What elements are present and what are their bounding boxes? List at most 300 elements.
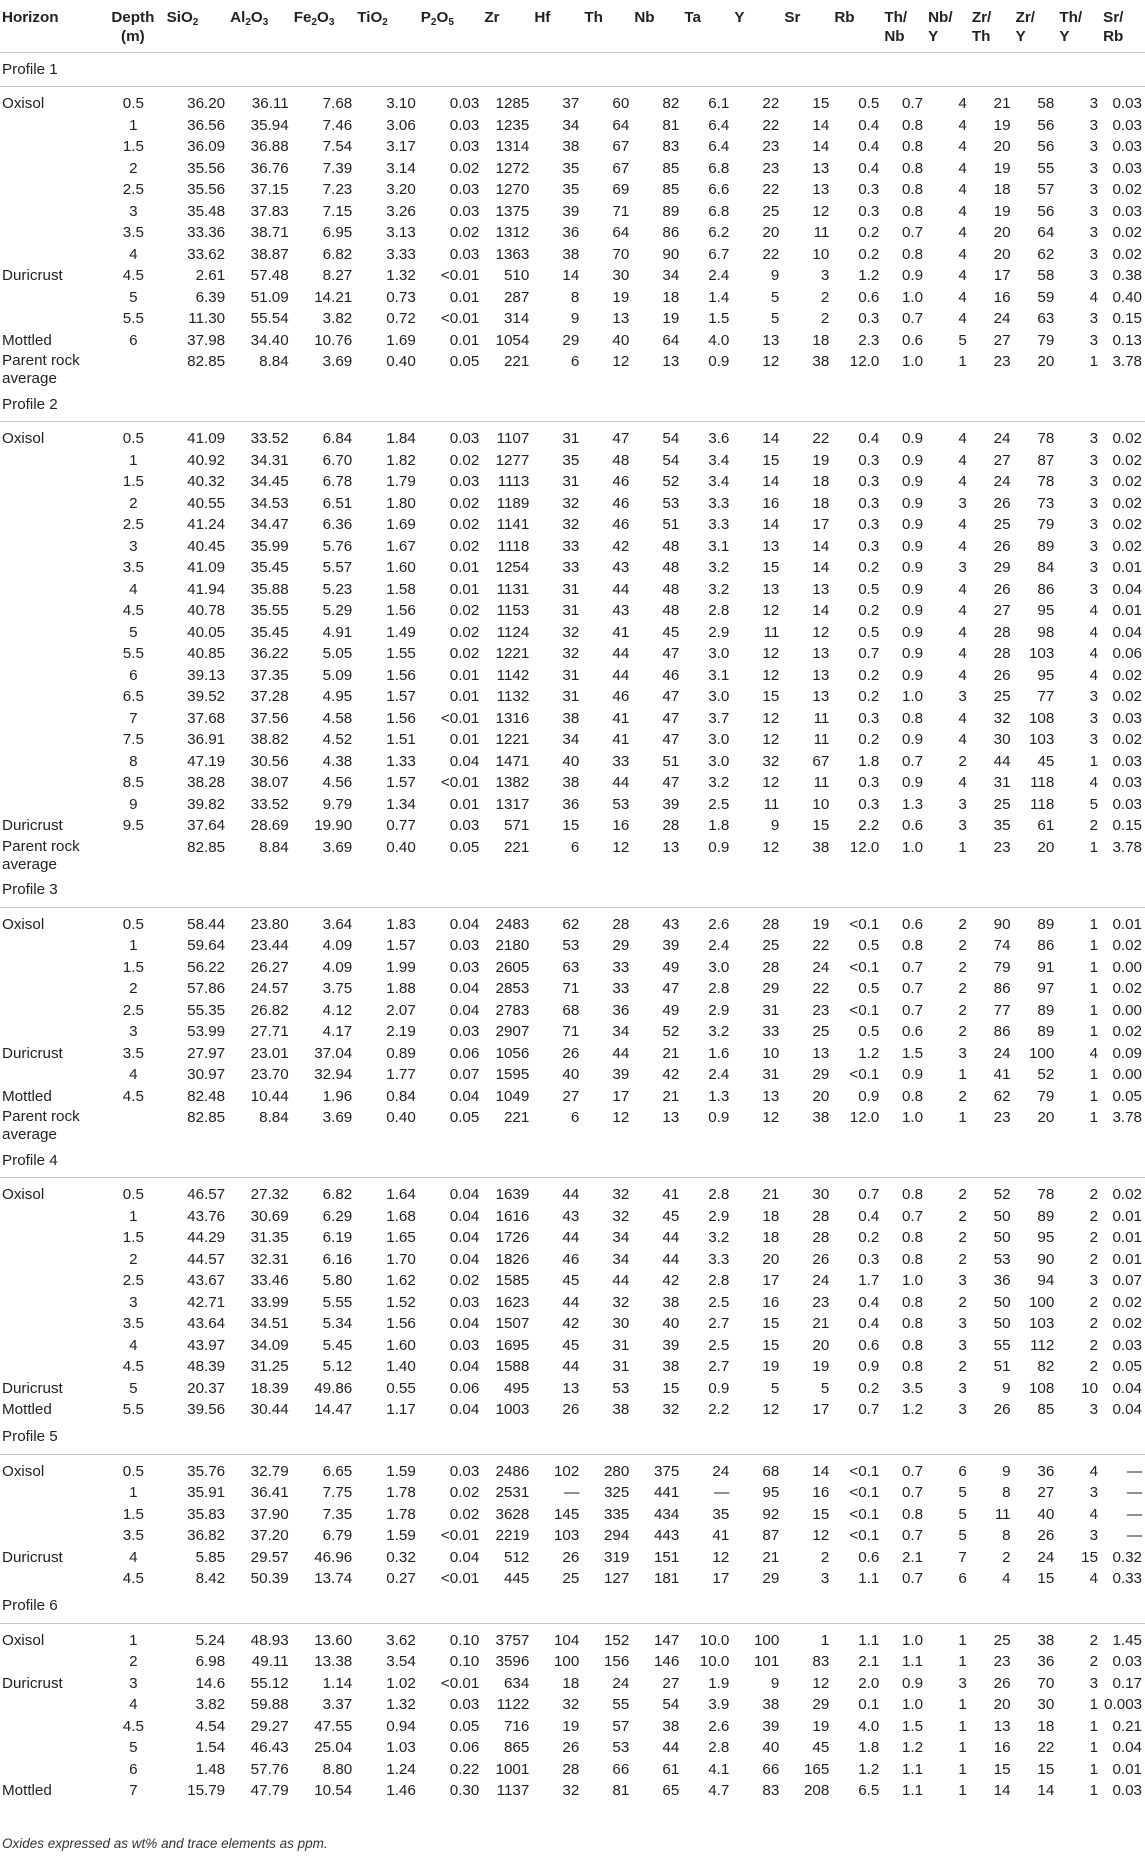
value-cell: 0.02	[1112, 516, 1142, 533]
value-cell: 2	[958, 1087, 967, 1105]
value-cell: 36.76	[250, 159, 289, 177]
value-cell: 3	[1089, 224, 1099, 241]
value-cell: 2.7	[708, 1358, 730, 1375]
value-cell: 1.67	[386, 537, 416, 555]
value-cell: 0.3	[858, 516, 880, 533]
value-cell: 1.24	[386, 1760, 416, 1778]
value-cell: 0.2	[858, 245, 880, 263]
column-header-17	[970, 0, 1014, 53]
value-cell: <0.1	[849, 1001, 880, 1019]
value-cell: 1235	[495, 116, 530, 134]
value-cell: 2.19	[386, 1023, 416, 1040]
table-row	[0, 1780, 1145, 1802]
horizon-cell	[0, 514, 102, 536]
table-row	[0, 751, 1145, 773]
value-cell: 44	[562, 1186, 580, 1203]
value-cell: 1.80	[386, 494, 416, 512]
value-cell: 152	[603, 1631, 630, 1649]
value-cell: 112	[1030, 1336, 1055, 1354]
value-cell: 3.2	[708, 1229, 730, 1246]
value-cell: 181	[653, 1570, 680, 1587]
value-cell: 103	[1028, 731, 1055, 748]
horizon-cell	[0, 179, 102, 201]
value-cell: 4	[958, 580, 967, 598]
value-cell: 25	[812, 1023, 830, 1040]
horizon-cell: Oxisol	[2, 915, 45, 933]
horizon-cell	[0, 450, 102, 472]
value-cell: 0.9	[708, 838, 730, 856]
value-cell: 0.5	[858, 937, 880, 954]
value-cell: 0.40	[386, 1109, 416, 1126]
value-cell: 0.8	[901, 1186, 924, 1203]
value-cell: 1.69	[386, 331, 416, 349]
value-cell: 30.97	[187, 1066, 226, 1083]
value-cell: 1118	[497, 537, 530, 555]
value-cell: 89	[1037, 915, 1055, 933]
value-cell: 50.39	[250, 1570, 289, 1587]
value-cell: 64	[1037, 224, 1055, 241]
value-cell: 1107	[496, 430, 530, 447]
value-cell: 0.02	[1112, 688, 1142, 705]
value-cell: 90	[1037, 1250, 1055, 1268]
value-cell: 2.6	[708, 915, 730, 933]
value-cell: 13	[812, 666, 830, 684]
value-cell: 1	[958, 1696, 967, 1713]
value-cell: 44.57	[187, 1250, 226, 1268]
value-cell: 26	[812, 1250, 830, 1268]
value-cell: 0.15	[1112, 310, 1142, 327]
value-cell: 4	[958, 267, 967, 284]
value-cell: 3.82	[195, 1696, 226, 1713]
value-cell: 52	[993, 1186, 1011, 1203]
profile-title: Profile 1	[0, 53, 1145, 87]
value-cell: 22	[762, 181, 780, 198]
horizon-cell	[0, 1064, 102, 1086]
value-cell: 3.4	[708, 473, 730, 490]
value-cell: 36.88	[250, 138, 289, 155]
value-cell: 33.52	[250, 795, 289, 813]
value-cell: 12	[762, 353, 780, 370]
value-cell: 45	[812, 1739, 830, 1756]
value-cell: 4	[958, 430, 967, 447]
value-cell: 1	[1089, 915, 1099, 933]
value-cell: 31	[562, 473, 580, 490]
value-cell: 3	[1089, 267, 1099, 284]
value-cell: 2219	[495, 1527, 530, 1544]
value-cell: 1.6	[708, 1044, 730, 1062]
value-cell: 45	[662, 1207, 680, 1225]
value-cell: 5	[958, 331, 967, 349]
value-cell: 3	[1089, 580, 1099, 598]
horizon-cell	[0, 1504, 102, 1526]
value-cell: 33.52	[250, 430, 289, 447]
value-cell: 31	[612, 1358, 630, 1375]
value-cell: 28	[812, 1207, 830, 1225]
value-cell: 1.02	[386, 1674, 416, 1692]
table-row	[0, 1399, 1145, 1421]
column-header-16	[926, 0, 970, 53]
value-cell: 716	[503, 1717, 530, 1735]
value-cell: 2	[958, 915, 967, 933]
value-cell: 49	[662, 958, 680, 976]
value-cell: 95	[1037, 602, 1055, 619]
value-cell: 47	[612, 430, 630, 447]
value-cell: 23	[762, 138, 780, 155]
depth-cell: 7.5	[122, 731, 144, 748]
value-cell: 2.9	[708, 1207, 730, 1225]
value-cell: 0.01	[449, 688, 480, 705]
value-cell: 1.78	[386, 1505, 416, 1523]
value-cell: 44	[562, 1358, 580, 1375]
depth-cell: 3.5	[122, 1527, 144, 1544]
value-cell: <0.01	[440, 1527, 480, 1544]
value-cell: 208	[803, 1782, 830, 1799]
value-cell: 15	[762, 688, 780, 705]
value-cell: 35.48	[187, 202, 226, 220]
value-cell: 27	[993, 331, 1011, 349]
value-cell: 44	[662, 1229, 680, 1246]
value-cell: 29	[562, 331, 580, 349]
value-cell: 62	[562, 915, 580, 933]
table-row	[0, 1227, 1145, 1249]
value-cell: 0.04	[449, 915, 480, 933]
value-cell: 3.78	[1112, 1109, 1142, 1126]
value-cell: 100	[553, 1653, 580, 1670]
value-cell: 58	[1037, 95, 1055, 112]
value-cell: 38	[612, 1401, 630, 1418]
horizon-cell: Oxisol	[2, 1186, 45, 1203]
column-header-6	[419, 0, 483, 53]
value-cell: 0.03	[449, 817, 480, 834]
value-cell: 0.3	[858, 537, 880, 555]
value-cell: 18	[762, 1207, 780, 1225]
profile-heading-row	[0, 1421, 1145, 1455]
value-cell: 15	[812, 817, 830, 834]
table-row	[0, 978, 1145, 1000]
value-cell: 50	[993, 1207, 1011, 1225]
value-cell: 40	[562, 752, 580, 770]
value-cell: 3	[1089, 430, 1099, 447]
value-cell: 1.1	[901, 1760, 924, 1778]
value-cell: 118	[1030, 774, 1055, 791]
value-cell: 0.2	[858, 224, 880, 241]
value-cell: 29.27	[250, 1717, 289, 1735]
depth-cell: 8.5	[122, 774, 144, 791]
value-cell: 0.02	[449, 1484, 480, 1501]
value-cell: 36.22	[250, 645, 289, 662]
value-cell: 5	[820, 1379, 830, 1397]
value-cell: 0.4	[858, 430, 880, 447]
value-cell: 1.0	[901, 688, 924, 705]
depth-cell: 9	[129, 795, 138, 813]
value-cell: 5.80	[322, 1272, 353, 1289]
value-cell: 5	[958, 1505, 967, 1523]
value-cell: 1317	[495, 795, 530, 813]
value-cell: <0.1	[849, 1462, 880, 1480]
value-cell: 0.01	[1112, 559, 1142, 576]
value-cell: 12	[762, 731, 780, 748]
value-cell: 33.99	[250, 1293, 289, 1311]
column-header-0	[0, 0, 102, 53]
value-cell: 4	[958, 138, 967, 155]
value-cell: 15	[812, 1505, 830, 1523]
value-cell: 1.1	[901, 1782, 924, 1799]
value-cell: 2.8	[708, 980, 730, 997]
profile-heading-row	[0, 388, 1145, 422]
value-cell: 24	[712, 1462, 730, 1480]
value-cell: 19	[812, 451, 830, 469]
value-cell: 14.47	[314, 1401, 353, 1418]
value-cell: 13.60	[314, 1631, 353, 1649]
value-cell: 51.09	[250, 288, 289, 306]
value-cell: 3	[958, 1315, 967, 1332]
value-cell: 14.6	[195, 1674, 226, 1692]
value-cell: 7.75	[322, 1484, 353, 1501]
value-cell: 0.3	[858, 709, 880, 727]
value-cell: 0.3	[858, 494, 880, 512]
value-cell: 0.7	[901, 1527, 924, 1544]
value-cell: 12	[812, 1527, 830, 1544]
value-cell: 0.04	[449, 1401, 480, 1418]
value-cell: 35	[712, 1505, 730, 1523]
value-cell: 37.83	[250, 202, 289, 220]
value-cell: 85	[1037, 1401, 1055, 1418]
horizon-cell	[0, 1206, 102, 1228]
depth-cell: 1	[129, 116, 138, 134]
value-cell: 3.2	[708, 559, 730, 576]
value-cell: 4	[958, 602, 967, 619]
value-cell: 32	[562, 645, 580, 662]
depth-cell: 0.5	[122, 1186, 144, 1203]
value-cell: 4	[958, 288, 967, 306]
horizon-cell	[0, 1227, 102, 1249]
value-cell: 13	[612, 310, 630, 327]
value-cell: 0.32	[1112, 1548, 1142, 1566]
value-cell: 4	[958, 116, 967, 134]
table-row	[0, 1630, 1145, 1652]
value-cell: 44	[612, 645, 630, 662]
value-cell: 79	[993, 958, 1011, 976]
value-cell: 0.00	[1112, 958, 1142, 976]
value-cell: 6.78	[322, 473, 353, 490]
value-cell: 18.39	[250, 1379, 289, 1397]
value-cell: 8.84	[259, 1109, 289, 1126]
value-cell: 36	[562, 224, 580, 241]
value-cell: 1595	[495, 1066, 530, 1083]
value-cell: 13	[812, 580, 830, 598]
value-cell: 81	[612, 1782, 630, 1799]
value-cell: 0.01	[1112, 1207, 1142, 1225]
horizon-cell	[0, 708, 102, 730]
value-cell: 82.85	[187, 353, 226, 370]
value-cell: 64	[612, 116, 630, 134]
value-cell: 4	[958, 774, 967, 791]
table-row	[0, 351, 1145, 388]
value-cell: 26	[1037, 1527, 1055, 1544]
value-cell: 0.06	[449, 1379, 480, 1397]
value-cell: 2.5	[708, 1336, 730, 1354]
value-cell: 39	[562, 202, 580, 220]
value-cell: 15	[1037, 1760, 1055, 1778]
value-cell: 0.01	[449, 731, 480, 748]
value-cell: 12	[762, 838, 780, 856]
depth-cell: 5	[129, 1379, 138, 1397]
value-cell: 0.03	[449, 116, 480, 134]
value-cell: 24	[993, 1044, 1011, 1062]
value-cell: 2	[1089, 1358, 1099, 1375]
table-row	[0, 1184, 1145, 1206]
value-cell: 20	[993, 245, 1011, 263]
horizon-cell: Oxisol	[2, 1631, 45, 1649]
value-cell: 41.94	[187, 580, 226, 598]
value-cell: 0.5	[858, 1023, 880, 1040]
horizon-cell	[0, 957, 102, 979]
value-cell: 43	[612, 602, 630, 619]
value-cell: 4.1	[708, 1760, 730, 1778]
header-text-b: O	[436, 9, 449, 26]
value-cell: 62	[1037, 245, 1055, 263]
value-cell: 1363	[495, 245, 530, 263]
header-subscript-b: 3	[262, 17, 269, 28]
value-cell: 2	[1089, 1229, 1099, 1246]
depth-cell: 4	[129, 1548, 138, 1566]
value-cell: 15	[812, 95, 830, 112]
value-cell: 13	[762, 1087, 780, 1105]
value-cell: 53	[612, 795, 630, 813]
table-row	[0, 557, 1145, 579]
value-cell: 5.05	[322, 645, 353, 662]
value-cell: 3	[1089, 537, 1099, 555]
value-cell: 53	[993, 1250, 1011, 1268]
value-cell: 12	[762, 709, 780, 727]
value-cell: 4.54	[195, 1717, 226, 1735]
value-cell: —	[1126, 1462, 1142, 1480]
value-cell: 0.7	[901, 980, 924, 997]
value-cell: 48	[662, 559, 680, 576]
value-cell: 48	[662, 580, 680, 598]
column-header-3	[228, 0, 292, 53]
value-cell: 3.3	[708, 516, 730, 533]
value-cell: 0.01	[449, 580, 480, 598]
value-cell: 1.32	[386, 267, 416, 284]
value-cell: 26.82	[250, 1001, 289, 1019]
depth-cell: 5	[129, 623, 138, 641]
value-cell: 17	[812, 516, 830, 533]
value-cell: 89	[1037, 1023, 1055, 1040]
value-cell: 48	[612, 451, 630, 469]
value-cell: 31	[562, 580, 580, 598]
depth-cell	[102, 837, 165, 874]
value-cell: 3.7	[708, 709, 730, 727]
value-cell: 56	[1037, 202, 1055, 220]
horizon-cell: Duricrust	[2, 1674, 63, 1692]
value-cell: 13.74	[314, 1570, 353, 1587]
table-row	[0, 514, 1145, 536]
value-cell: 19	[812, 915, 830, 933]
table-row	[0, 1651, 1145, 1673]
value-cell: 39	[662, 795, 680, 813]
value-cell: 8.27	[322, 267, 353, 284]
value-cell: 0.04	[449, 1358, 480, 1375]
horizon-cell	[0, 308, 102, 330]
value-cell: 5.29	[322, 602, 353, 619]
value-cell: 14	[812, 116, 830, 134]
value-cell: 2.1	[901, 1548, 924, 1566]
value-cell: 0.89	[386, 1044, 416, 1062]
value-cell: 0.04	[449, 1250, 480, 1268]
value-cell: 6.5	[858, 1782, 880, 1799]
value-cell: 2	[958, 1207, 967, 1225]
value-cell: 2	[820, 310, 830, 327]
value-cell: 1.83	[386, 915, 416, 933]
value-cell: 4.12	[322, 1001, 353, 1019]
value-cell: 32	[562, 494, 580, 512]
value-cell: 3.6	[708, 430, 730, 447]
value-cell: 1.56	[386, 709, 416, 727]
value-cell: 0.00	[1112, 1066, 1142, 1083]
value-cell: 1.60	[386, 1336, 416, 1354]
value-cell: 13	[762, 580, 780, 598]
value-cell: 108	[1028, 709, 1055, 727]
value-cell: 3	[1089, 473, 1099, 490]
value-cell: 23.44	[250, 937, 289, 954]
value-cell: 3.3	[708, 494, 730, 512]
value-cell: 29	[612, 937, 630, 954]
table-row	[0, 428, 1145, 450]
value-cell: 3	[958, 1272, 967, 1289]
value-cell: 3.9	[708, 1696, 730, 1713]
value-cell: 3	[1089, 688, 1099, 705]
value-cell: 1.84	[386, 430, 416, 447]
value-cell: 0.7	[858, 1401, 880, 1418]
value-cell: 0.9	[901, 516, 924, 533]
value-cell: 14	[762, 430, 780, 447]
value-cell: 12	[812, 202, 830, 220]
value-cell: 0.04	[449, 980, 480, 997]
table-row	[0, 536, 1145, 558]
value-cell: 32	[662, 1401, 680, 1418]
value-cell: 38.87	[250, 245, 289, 263]
value-cell: 46	[612, 473, 630, 490]
value-cell: <0.01	[440, 267, 480, 284]
horizon-cell: Duricrust	[2, 817, 63, 834]
value-cell: 74	[993, 937, 1011, 954]
value-cell: 69	[612, 181, 630, 198]
value-cell: 42	[662, 1272, 680, 1289]
value-cell: 4.52	[322, 731, 353, 748]
table-body	[0, 53, 1145, 1802]
table-row	[0, 1249, 1145, 1271]
value-cell: 1.60	[386, 559, 416, 576]
value-cell: 77	[1037, 688, 1055, 705]
value-cell: 0.13	[1112, 331, 1142, 349]
value-cell: 27	[662, 1674, 680, 1692]
value-cell: 21	[662, 1044, 680, 1062]
value-cell: 0.7	[901, 310, 924, 327]
value-cell: 0.02	[1112, 980, 1142, 997]
value-cell: 0.04	[449, 1001, 480, 1019]
value-cell: 0.9	[901, 559, 924, 576]
value-cell: 38.71	[250, 224, 289, 241]
table-row	[0, 287, 1145, 309]
value-cell: 0.5	[858, 95, 880, 112]
value-cell: 0.4	[858, 1293, 880, 1311]
value-cell: 0.02	[449, 224, 480, 241]
depth-cell: 4	[129, 245, 138, 263]
value-cell: 34.51	[250, 1315, 289, 1332]
value-cell: 1.0	[901, 353, 924, 370]
value-cell: 22	[812, 430, 830, 447]
